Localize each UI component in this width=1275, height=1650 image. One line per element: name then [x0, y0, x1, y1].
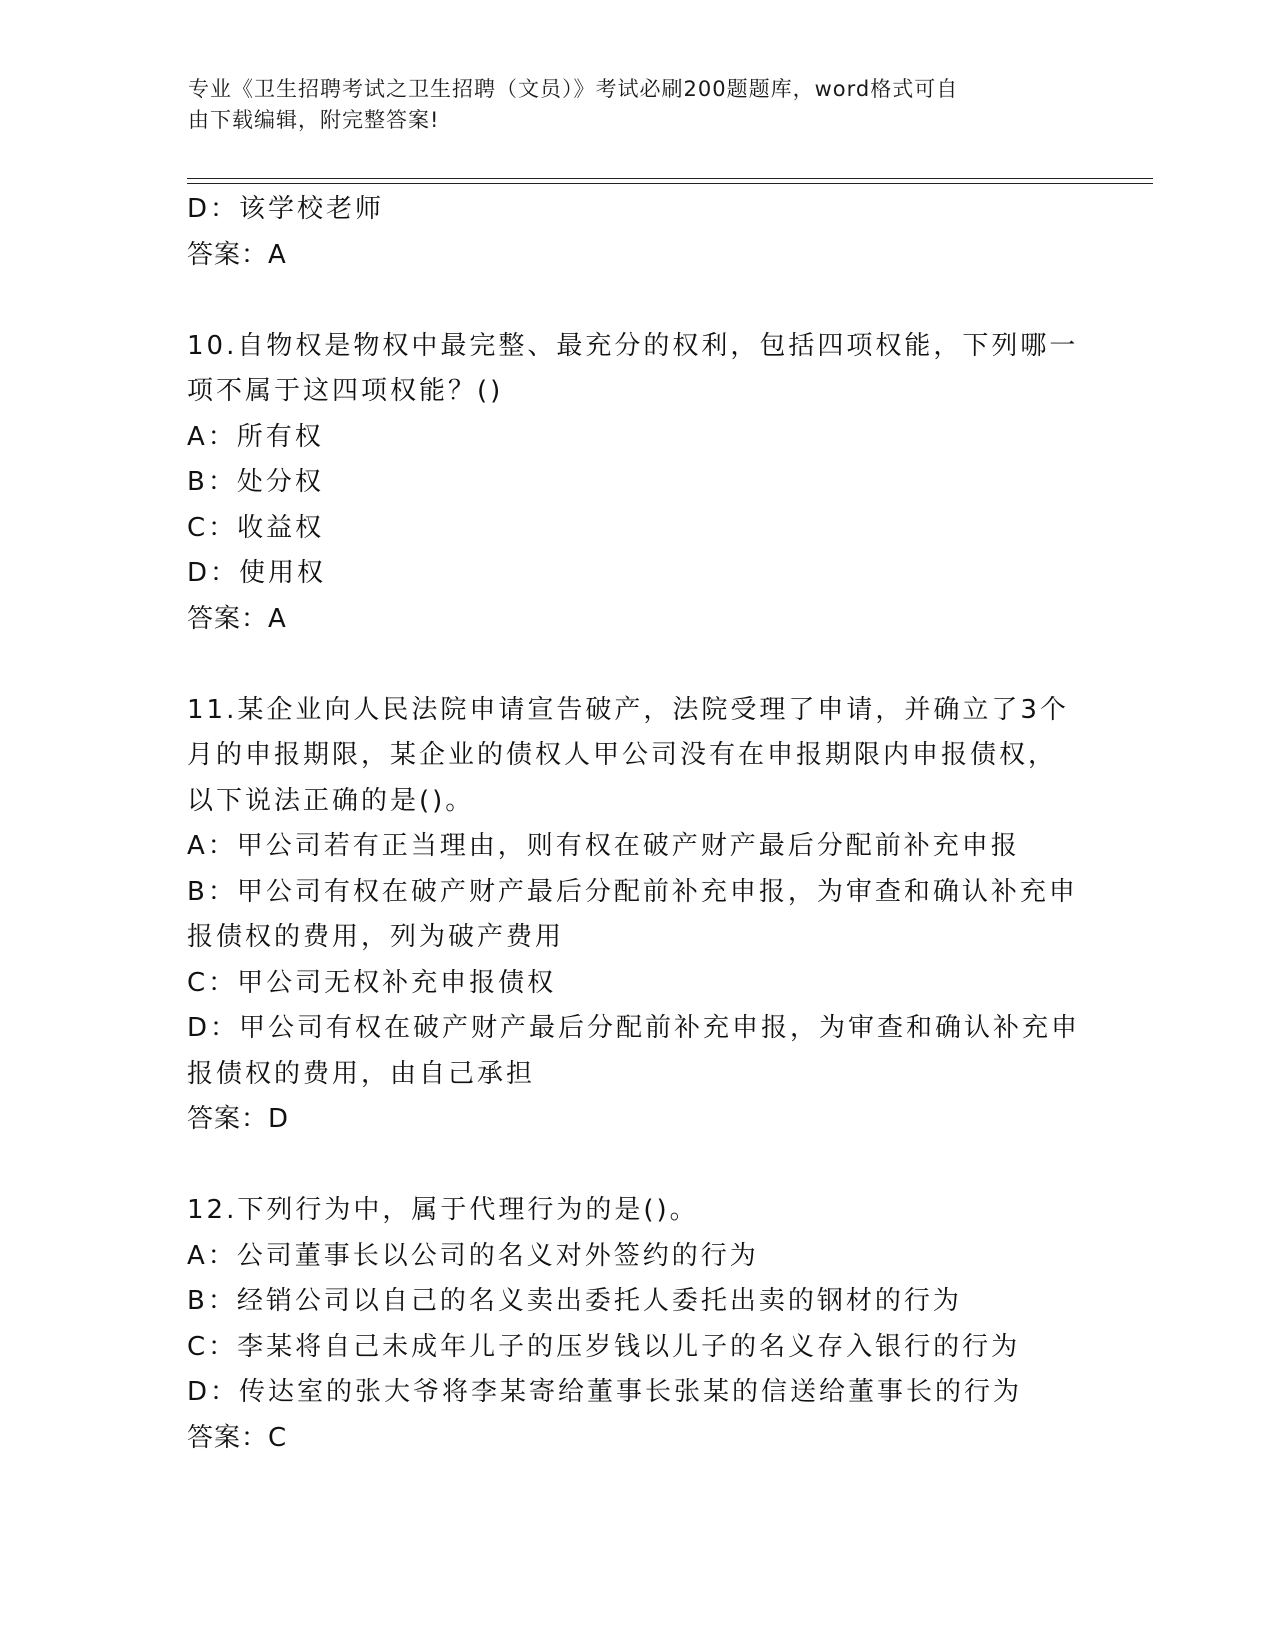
option-d: D：使用权	[187, 558, 327, 588]
option-d: D：该学校老师	[187, 194, 385, 224]
option-d: D：甲公司有权在破产财产最后分配前补充申报，为审查和确认补充申	[187, 1013, 1081, 1043]
option-a: A：公司董事长以公司的名义对外签约的行为	[187, 1240, 759, 1271]
question-11	[187, 688, 1087, 1143]
question-10	[187, 324, 1087, 643]
previous-question-tail	[187, 187, 1087, 278]
option-b: B：处分权	[187, 467, 324, 497]
question-stem: 项不属于这四项权能？()	[187, 376, 504, 406]
answer-line: 答案：C	[187, 1422, 288, 1453]
question-stem: 11.某企业向人民法院申请宣告破产，法院受理了申请，并确立了3个	[187, 694, 1069, 725]
header-rule-top	[187, 178, 1153, 179]
question-stem: 12.下列行为中，属于代理行为的是()。	[187, 1195, 699, 1225]
option-c: C：李某将自己未成年儿子的压岁钱以儿子的名义存入银行的行为	[187, 1331, 1021, 1362]
question-stem: 10.自物权是物权中最完整、最充分的权利，包括四项权能，下列哪一	[187, 330, 1079, 361]
option-c: C：收益权	[187, 512, 325, 543]
spacer	[187, 1143, 1087, 1189]
option-b: B：甲公司有权在破产财产最后分配前补充申报，为审查和确认补充申	[187, 876, 1078, 907]
question-content	[187, 187, 1087, 1461]
option-d-continued: 报债权的费用，由自己承担	[187, 1058, 536, 1089]
answer-line: 答案：A	[187, 603, 287, 634]
question-stem: 以下说法正确的是()。	[187, 785, 475, 816]
header-title-line-2: 由下载编辑，附完整答案!	[188, 108, 440, 132]
option-a: A：甲公司若有正当理由，则有权在破产财产最后分配前补充申报	[187, 831, 1020, 861]
option-a: A：所有权	[187, 421, 324, 452]
answer-line: 答案：A	[187, 239, 287, 270]
question-stem: 月的申报期限，某企业的债权人甲公司没有在申报期限内申报债权，	[187, 740, 1058, 770]
option-b: B：经销公司以自己的名义卖出委托人委托出卖的钢材的行为	[187, 1286, 962, 1316]
header-rule-bottom	[187, 183, 1153, 184]
spacer	[187, 278, 1087, 324]
option-d: D：传达室的张大爷将李某寄给董事长张某的信送给董事长的行为	[187, 1377, 1023, 1407]
answer-line: 答案：D	[187, 1104, 290, 1134]
option-b-continued: 报债权的费用，列为破产费用	[187, 922, 565, 952]
option-c: C：甲公司无权补充申报债权	[187, 967, 557, 998]
document-header	[188, 74, 1068, 136]
header-title-line-1: 专业《卫生招聘考试之卫生招聘（文员）》考试必刷200题题库，word格式可自	[188, 77, 959, 101]
spacer	[187, 642, 1087, 688]
question-12	[187, 1188, 1087, 1461]
